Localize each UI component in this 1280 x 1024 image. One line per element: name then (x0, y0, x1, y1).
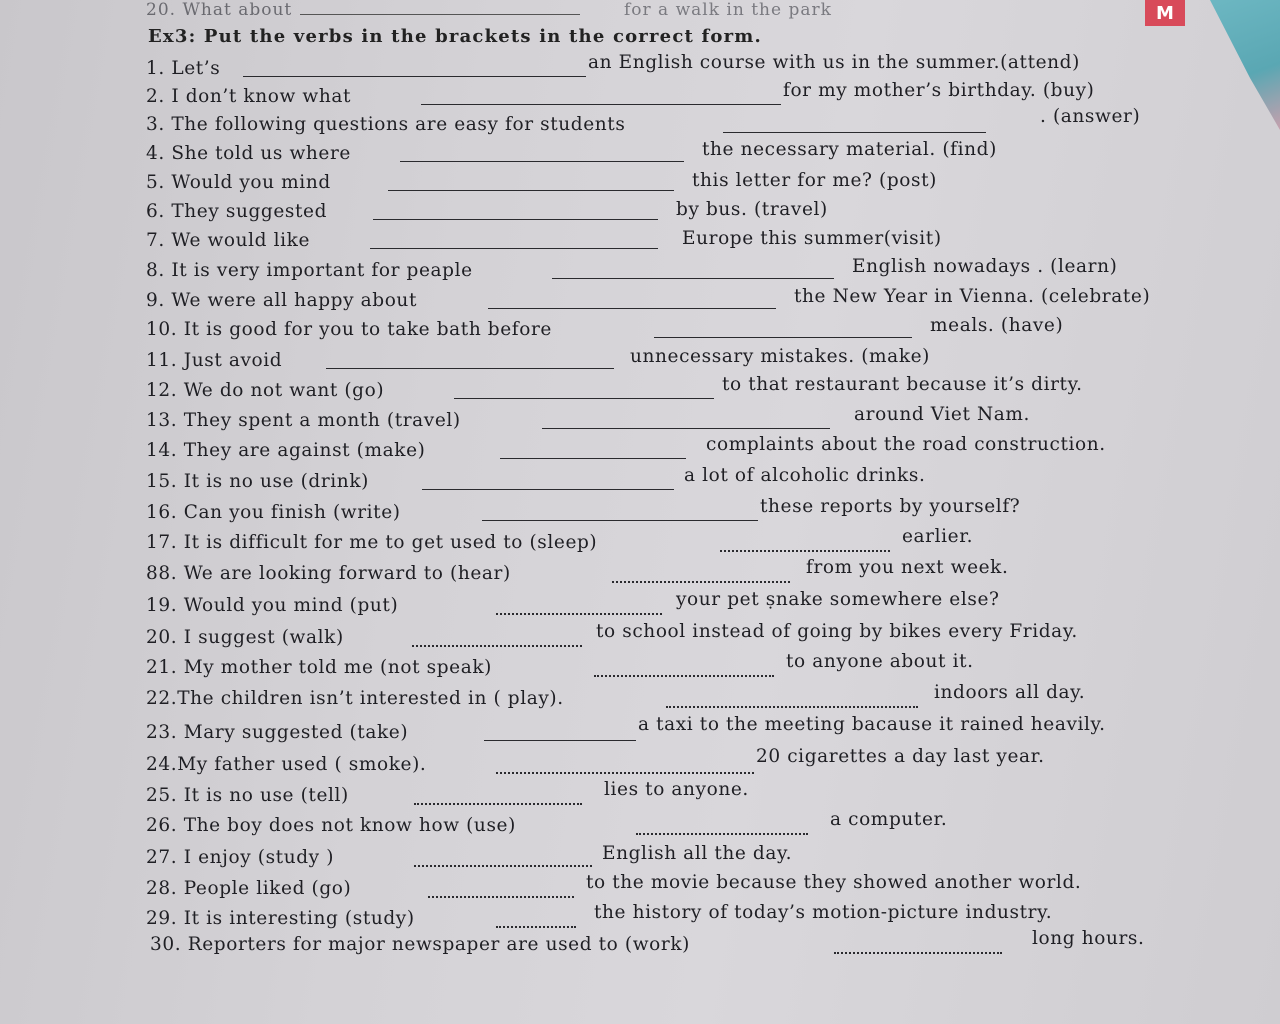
exercise-item (146, 526, 1226, 556)
item-prompt: 16. Can you finish (write) (146, 502, 401, 523)
item-prompt: 3. The following questions are easy for students (146, 114, 626, 135)
answer-blank[interactable] (414, 803, 582, 805)
item-prompt: 5. Would you mind (146, 172, 331, 193)
answer-blank[interactable] (723, 132, 986, 133)
exercise-item (146, 434, 1226, 464)
item-continuation: for my mother’s birthday. (buy) (783, 80, 1095, 101)
item-continuation: unnecessary mistakes. (make) (630, 346, 930, 367)
exercise-item (146, 465, 1226, 495)
item-prompt: 28. People liked (go) (146, 878, 352, 899)
item-continuation: earlier. (902, 526, 974, 547)
exercise-item (146, 139, 1226, 167)
item-prompt: 15. It is no use (drink) (146, 471, 369, 492)
exercise-item (146, 809, 1226, 839)
item-continuation: your pet ṣnake somewhere else? (676, 589, 1000, 610)
item-prompt: 4. She told us where (146, 143, 351, 164)
item-prompt: 19. Would you mind (put) (146, 595, 399, 616)
item-prompt: 22.The children isn’t interested in ( play). (146, 688, 564, 709)
item-continuation: the New Year in Vienna. (celebrate) (794, 286, 1151, 307)
item-prompt: 20. I suggest (walk) (146, 627, 344, 648)
item-continuation: this letter for me? (post) (692, 170, 937, 191)
answer-blank[interactable] (370, 248, 658, 249)
item-continuation: indoors all day. (934, 682, 1086, 703)
answer-blank[interactable] (400, 161, 684, 162)
exercise-item (146, 172, 1226, 196)
book-cover-logo (1145, 0, 1185, 26)
answer-blank[interactable] (421, 104, 781, 105)
item-continuation: meals. (have) (930, 315, 1064, 336)
exercise-item (146, 286, 1226, 314)
answer-blank[interactable] (373, 219, 658, 220)
item-continuation: English nowadays . (learn) (852, 256, 1118, 277)
item-continuation: 20 cigarettes a day last year. (756, 746, 1045, 767)
answer-blank[interactable] (484, 740, 636, 741)
item-continuation: to the movie because they showed another world. (586, 872, 1082, 893)
item-continuation: . (answer) (1040, 106, 1141, 127)
answer-blank[interactable] (552, 278, 834, 279)
item-prompt: 30. Reporters for major newspaper are used to (work) (150, 934, 690, 955)
exercise-item (146, 52, 1226, 82)
item-continuation: by bus. (travel) (676, 199, 828, 220)
answer-blank[interactable] (500, 458, 686, 459)
exercise-item (146, 496, 1226, 526)
item-continuation: these reports by yourself? (760, 496, 1021, 517)
item-prompt: 88. We are looking forward to (hear) (146, 563, 511, 584)
item-prompt: 12. We do not want (go) (146, 380, 385, 401)
item-prompt: 17. It is difficult for me to get used to (sleep) (146, 532, 598, 553)
previous-line-text: 20. What about (146, 0, 293, 20)
answer-blank[interactable] (414, 865, 592, 867)
exercise-item (146, 714, 1226, 746)
exercise-item (146, 682, 1226, 712)
answer-blank[interactable] (594, 675, 774, 677)
answer-blank[interactable] (300, 14, 580, 15)
item-continuation: the history of today’s motion-picture industry. (594, 902, 1053, 923)
item-continuation: long hours. (1032, 928, 1145, 949)
item-prompt: 9. We were all happy about (146, 290, 417, 311)
item-prompt: 25. It is no use (tell) (146, 785, 349, 806)
item-continuation: Europe this summer(visit) (682, 228, 942, 249)
exercise-item (150, 928, 1230, 958)
item-continuation: around Viet Nam. (854, 404, 1031, 425)
answer-blank[interactable] (482, 520, 758, 521)
answer-blank[interactable] (412, 645, 582, 647)
previous-line-tail: for a walk in the park (624, 0, 832, 20)
answer-blank[interactable] (654, 337, 912, 338)
answer-blank[interactable] (243, 76, 586, 77)
answer-blank[interactable] (388, 190, 674, 191)
answer-blank[interactable] (496, 772, 754, 774)
exercise-item (146, 621, 1226, 651)
exercise-title: Ex3: Put the verbs in the brackets in the correct form. (148, 26, 763, 47)
item-prompt: 6. They suggested (146, 201, 328, 222)
answer-blank[interactable] (666, 706, 918, 708)
item-continuation: English all the day. (602, 843, 793, 864)
item-continuation: lies to anyone. (604, 779, 749, 800)
item-continuation: to that restaurant because it’s dirty. (722, 374, 1083, 395)
item-prompt: 21. My mother told me (not speak) (146, 657, 492, 678)
answer-blank[interactable] (612, 581, 790, 583)
exercise-item (146, 106, 1226, 138)
answer-blank[interactable] (422, 489, 674, 490)
exercise-item (146, 374, 1226, 404)
logo-letter: M (1156, 2, 1174, 24)
exercise-item (146, 589, 1226, 619)
item-prompt: 8. It is very important for peaple (146, 260, 473, 281)
answer-blank[interactable] (488, 308, 776, 309)
exercise-item (146, 651, 1226, 681)
item-prompt: 11. Just avoid (146, 350, 283, 371)
answer-blank[interactable] (326, 368, 614, 369)
answer-blank[interactable] (720, 550, 890, 552)
answer-blank[interactable] (496, 926, 576, 928)
exercise-item (146, 346, 1226, 374)
item-prompt: 26. The boy does not know how (use) (146, 815, 516, 836)
item-continuation: a taxi to the meeting bacause it rained heavily. (638, 714, 1106, 735)
exercise-item (146, 872, 1226, 902)
exercise-item (146, 230, 1226, 254)
exercise-item (146, 315, 1226, 343)
answer-blank[interactable] (454, 398, 714, 399)
item-continuation: a lot of alcoholic drinks. (684, 465, 926, 486)
exercise-item (146, 779, 1226, 809)
exercise-item (146, 746, 1226, 778)
item-continuation: to anyone about it. (786, 651, 974, 672)
answer-blank[interactable] (636, 833, 808, 835)
item-continuation: from you next week. (806, 557, 1009, 578)
item-prompt: 13. They spent a month (travel) (146, 410, 461, 431)
item-prompt: 29. It is interesting (study) (146, 908, 415, 929)
item-continuation: to school instead of going by bikes every Friday. (596, 621, 1078, 642)
item-prompt: 1. Let’s (146, 58, 221, 79)
answer-blank[interactable] (542, 428, 830, 429)
exercise-item (146, 201, 1226, 225)
item-prompt: 23. Mary suggested (take) (146, 722, 409, 743)
item-prompt: 27. I enjoy (study ) (146, 847, 335, 868)
item-prompt: 10. It is good for you to take bath before (146, 319, 552, 340)
exercise-item (146, 843, 1226, 871)
item-prompt: 7. We would like (146, 230, 310, 251)
item-continuation: the necessary material. (find) (702, 139, 997, 160)
item-continuation: an English course with us in the summer.(attend) (588, 52, 1080, 73)
exercise-item (146, 256, 1226, 284)
exercise-item (146, 404, 1226, 434)
item-continuation: a computer. (830, 809, 948, 830)
item-prompt: 2. I don’t know what (146, 86, 352, 107)
exercise-item (146, 557, 1226, 587)
item-prompt: 24.My father used ( smoke). (146, 754, 427, 775)
answer-blank[interactable] (496, 613, 662, 615)
answer-blank[interactable] (834, 952, 1002, 954)
item-continuation: complaints about the road construction. (706, 434, 1106, 455)
answer-blank[interactable] (428, 896, 574, 898)
previous-exercise-line (146, 0, 832, 20)
item-prompt: 14. They are against (make) (146, 440, 426, 461)
